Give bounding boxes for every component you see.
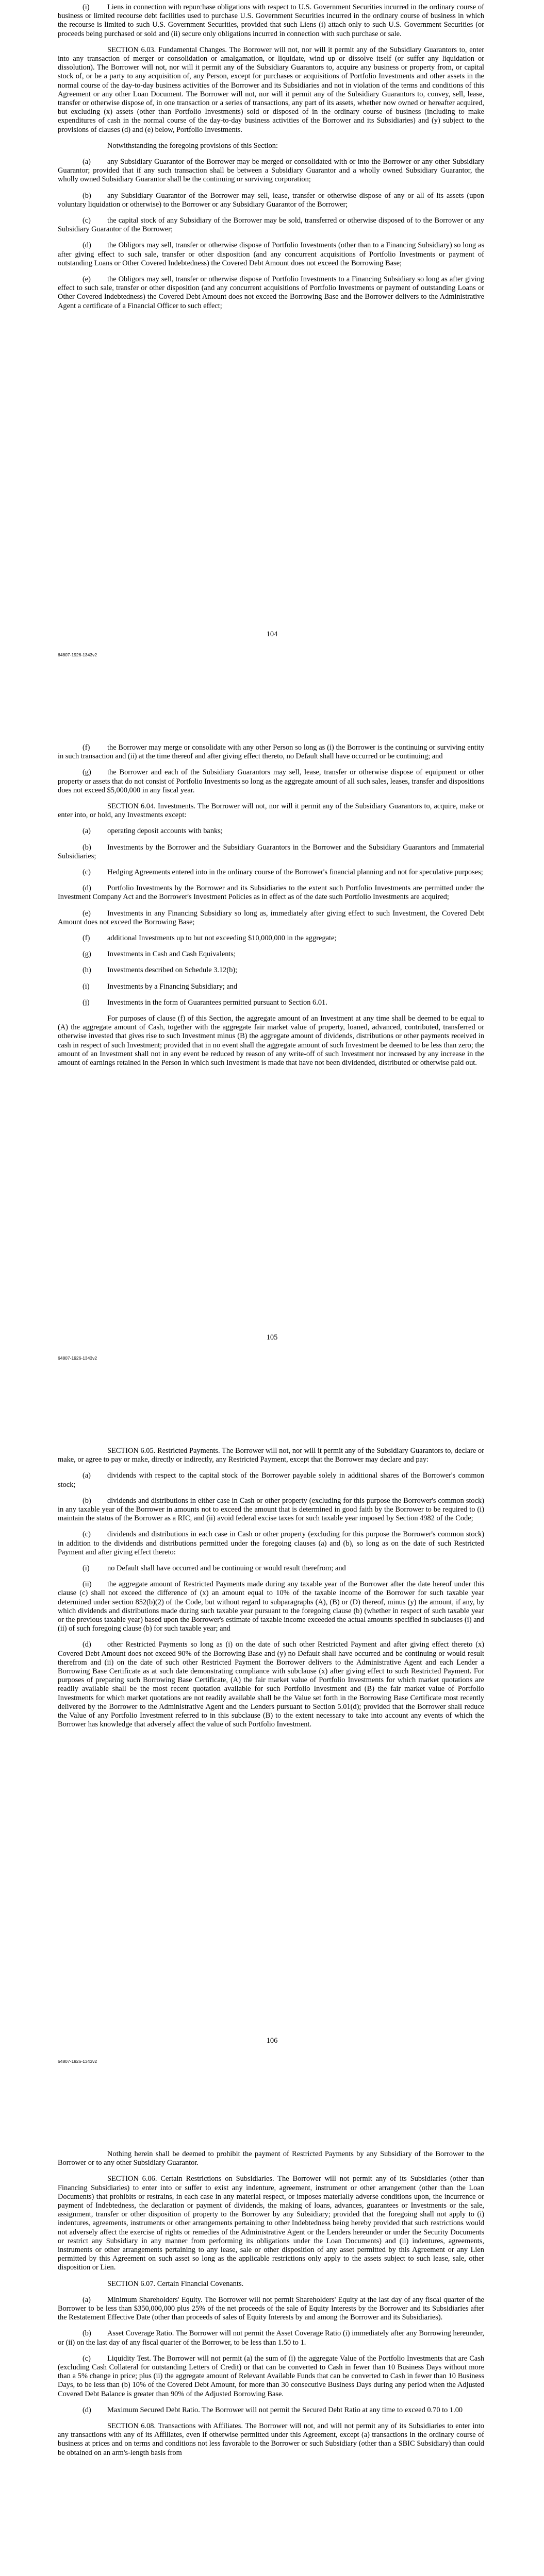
clause-e: (e) Investments in any Financing Subsidiary so long as, immediately after giving effect to such Investment, the Covered Debt Amount does not exceed the Borrowing Base; — [58, 909, 484, 926]
clause-g: (g) Investments in Cash and Cash Equivalents; — [83, 950, 236, 959]
section-6-07: SECTION 6.07. Certain Financial Covenants. — [107, 2279, 244, 2288]
page-body — [58, 743, 484, 1075]
page-number: 106 — [266, 2037, 278, 2045]
page-number: 105 — [266, 1333, 278, 1342]
clause-d: (d) other Restricted Payments so long as (i) on the date of such other Restricted Payment and after giving effect thereto (x) Covered Debt Amount does not exceed 90% of the Borrowing Base and (y) no Default shall have occurred and be continuing or would result therefrom and (ii) on the date of such other Restricted Payment the Borrower delivers to the Administrative Agent and each Lender a Borrowing Base Certificate as at such date demonstrating compliance with subclause (x) after giving effect to such Restricted Payment. For purposes of preparing such Borrowing Base Certificate, (A) the fair market value of Portfolio Investments for which market quotations are readily available shall be the most recent quotation available for such Portfolio Investment and (B) the fair market value of Portfolio Investments for which market quotations are not readily available shall be the Value set forth in the Borrowing Base Certificate most recently delivered by the Borrower to the Administrative Agent and the Lenders pursuant to Section 5.01(d); provided that the Borrower shall reduce the Value of any Portfolio Investment referred to in this subclause (B) to the extent necessary to take into account any events of which the Borrower has knowledge that adversely affect the value of such Portfolio Investment. — [58, 1640, 484, 1729]
page-number: 104 — [266, 630, 278, 638]
clause-f: (f) additional Investments up to but not exceeding $10,000,000 in the aggregate; — [83, 934, 337, 943]
clause-j: (j) Investments in the form of Guarantees permitted pursuant to Section 6.01. — [83, 998, 327, 1007]
page-105 — [0, 703, 544, 1406]
subclause-i: (i) no Default shall have occurred and be continuing or would result therefrom; and — [83, 1564, 346, 1573]
clause-e: (e) the Obligors may sell, transfer or otherwise dispose of Portfolio Investments to a Financing Subsidiary so long as after giving effect to such sale, transfer or other disposition (and any concurrent acquisitions of Portfolio Investments or payment of outstanding Loans or Other Covered Indebtedness) the Covered Debt Amount does not exceed the Borrowing Base and the Borrower delivers to the Administrative Agent a certificate of a Financial Officer to such effect; — [58, 275, 484, 310]
document-id: 64807-1926-1343v2 — [58, 652, 97, 657]
section-6-06: SECTION 6.06. Certain Restrictions on Subsidiaries. The Borrower will not permit any of its Subsidiaries (other than Financing Subsidiaries) to enter into or suffer to exist any indenture, agreement, instrument or other arrangement (other than the Loan Documents) that prohibits or restrains, in each case in any material respect, or imposes materially adverse conditions upon, the incurrence or payment of Indebtedness, the declaration or payment of dividends, the making of loans, advances, guarantees or Investments or the sale, assignment, transfer or other disposition of property to the Borrower by any Subsidiary; provided that the foregoing shall not apply to (i) indentures, agreements, instruments or other arrangements pertaining to other Indebtedness being hereby provided that such restrictions would not adversely affect the exercise of rights or remedies of the Administrative Agent or the Lenders hereunder or under the Security Documents or restrict any Subsidiary in any manner from performing its obligations under the Loan Documents) and (ii) indentures, agreements, instruments or other arrangements pertaining to any lease, sale or other disposition of any asset permitted by this Agreement or any Lien permitted by this Agreement on such asset so long as the applicable restrictions only apply to the assets subject to such lease, sale, other disposition or Lien. — [58, 2175, 484, 2272]
section-6-03: SECTION 6.03. Fundamental Changes. The Borrower will not, nor will it permit any of the Subsidiary Guarantors to, enter into any transaction of merger or consolidation or amalgamation, or liquidate, wind up or dissolve itself (or suffer any liquidation or dissolution). The Borrower will not, nor will it permit any of the Subsidiary Guarantors to, acquire any business or property from, or capital stock of, or be a party to any acquisition of, any Person, except for purchases or acquisitions of Portfolio Investments and other assets in the normal course of the day-to-day business activities of the Borrower and its Subsidiaries and not in violation of the terms and conditions of this Agreement or any other Loan Document. The Borrower will not, nor will it permit any of the Subsidiary Guarantors to, convey, sell, lease, transfer or otherwise dispose of, in one transaction or a series of transactions, any part of its assets, whether now owned or hereafter acquired, but excluding (x) assets (other than Portfolio Investments) sold or disposed of in the ordinary course of business (including to make expenditures of cash in the normal course of the day-to-day business activities of the Borrower and its Subsidiaries) and (y) subject to the provisions of clauses (d) and (e) below, Portfolio Investments. — [58, 45, 484, 134]
clause-a: (a) dividends with respect to the capital stock of the Borrower payable solely in additional shares of the Borrower's common stock; — [58, 1471, 484, 1489]
clause-h: (h) Investments described on Schedule 3.12(b); — [83, 966, 238, 975]
clause-g: (g) the Borrower and each of the Subsidiary Guarantors may sell, lease, transfer or otherwise dispose of equipment or other property or assets that do not consist of Portfolio Investments so long as the aggregate amount of all such sales, leases, transfer and dispositions does not exceed $5,000,000 in any fiscal year. — [58, 768, 484, 794]
page-body — [58, 3, 484, 318]
document-id: 64807-1926-1343v2 — [58, 1355, 97, 1361]
page-106 — [0, 1406, 544, 2110]
page-107 — [0, 2110, 544, 2576]
investment-measurement-paragraph: For purposes of clause (f) of this Section, the aggregate amount of an Investment at any time shall be deemed to be equal to (A) the aggregate amount of Cash, together with the aggregate fair market value of property, loaned, advanced, contributed, transferred or otherwise invested that gives rise to such Investment minus (B) the aggregate amount of dividends, distributions or other payments received in cash in respect of such Investment; provided that in no event shall the aggregate amount of such Investment be deemed to be less than zero; the amount of an Investment shall not in any event be reduced by reason of any write-off of such Investment nor increased by any increase in the amount of earnings retained in the Person in which such Investment is made that have not been dividended, distributed or otherwise paid out. — [58, 1014, 484, 1067]
page-104 — [0, 0, 544, 703]
section-6-05: SECTION 6.05. Restricted Payments. The Borrower will not, nor will it permit any of the Subsidiary Guarantors to, declare or make, or agree to pay or make, directly or indirectly, any Restricted Payment, except that the Borrower may declare and pay: — [58, 1447, 484, 1464]
page-body — [58, 2150, 484, 2465]
clause-b: (b) dividends and distributions in either case in Cash or other property (excluding for this purpose the Borrower's common stock) in any taxable year of the Borrower in amounts not to exceed the amount that is determined in good faith by the Borrower to be required to (i) maintain the status of the Borrower as a RIC, and (ii) avoid federal excise taxes for such taxable year imposed by Section 4982 of the Code; — [58, 1496, 484, 1523]
clause-d: (d) Portfolio Investments by the Borrower and its Subsidiaries to the extent such Portfolio Investments are permitted under the Investment Company Act and the Borrower's Investment Policies as in effect as of the date such Portfolio Investments are acquired; — [58, 884, 484, 902]
clause-a: (a) Minimum Shareholders' Equity. The Borrower will not permit Shareholders' Equity at the last day of any fiscal quarter of the Borrower to be less than $350,000,000 plus 25% of the net proceeds of the sale of Equity Interests by the Borrower and its Subsidiaries after the Restatement Effective Date (other than proceeds of sales of Equity Interests by and among the Borrower and its Subsidiaries). — [58, 2295, 484, 2322]
page-body — [58, 1447, 484, 1736]
clause-i: (i) Investments by a Financing Subsidiary; and — [83, 982, 238, 991]
subclause-ii: (ii) the aggregate amount of Restricted Payments made during any taxable year of the Borrower after the date hereof under this clause (c) shall not exceed the difference of (x) an amount equal to 10% of the taxable income of the Borrower for such taxable year determined under section 852(b)(2) of the Code, but without regard to subparagraphs (A), (B) or (D) thereof, minus (y) the amount, if any, by which dividends and distributions made during such taxable year pursuant to the foregoing clause (b) (whether in respect of such taxable year or the previous taxable year) based upon the Borrower's estimate of taxable income exceeded the actual amounts specified in subclauses (i) and (ii) of such foregoing clause (b) for such taxable year; and — [58, 1580, 484, 1633]
clause-a: (a) any Subsidiary Guarantor of the Borrower may be merged or consolidated with or into the Borrower or any other Subsidiary Guarantor; provided that if any such transaction shall be between a Subsidiary Guarantor and a wholly owned Subsidiary Guarantor, the wholly owned Subsidiary Guarantor shall be the continuing or surviving corporation; — [58, 158, 484, 184]
clause-i: (i) Liens in connection with repurchase obligations with respect to U.S. Government Securities incurred in the ordinary course of business or limited recourse debt facilities used to purchase U.S. Government Securities incurred in the ordinary course of business in which the recourse is limited to such U.S. Government Securities, provided that such Liens (i) attach only to such U.S. Government Securities (or proceeds being purchased or sold and (ii) secure only obligations incurred in connection with such purchase or sale. — [58, 3, 484, 38]
clause-b: (b) any Subsidiary Guarantor of the Borrower may sell, lease, transfer or otherwise dispose of any or all of its assets (upon voluntary liquidation or otherwise) to the Borrower or any Subsidiary Guarantor of the Borrower; — [58, 191, 484, 209]
clause-c: (c) the capital stock of any Subsidiary of the Borrower may be sold, transferred or otherwise disposed of to the Borrower or any Subsidiary Guarantor of the Borrower; — [58, 216, 484, 234]
notwithstanding-paragraph: Notwithstanding the foregoing provisions of this Section: — [107, 141, 278, 150]
clause-c: (c) Liquidity Test. The Borrower will not permit (a) the sum of (i) the aggregate Value of the Portfolio Investments that are Cash (excluding Cash Collateral for outstanding Letters of Credit) or that can be converted to Cash in fewer than 10 Business Days without more than a 5% change in price; plus (ii) the aggregate amount of Relevant Available Funds that can be converted to Cash in fewer than 10 Business Days, to be less than (b) 10% of the Covered Debt Amount, for more than 30 consecutive Business Days during any period when the Adjusted Covered Debt Balance is greater than 90% of the Adjusted Borrowing Base. — [58, 2354, 484, 2398]
clause-d: (d) the Obligors may sell, transfer or otherwise dispose of Portfolio Investments (other than to a Financing Subsidiary) so long as after giving effect to such sale, transfer or other disposition (and any concurrent acquisitions of Portfolio Investments or payment of outstanding Loans or Other Covered Indebtedness) the Covered Debt Amount does not exceed the Borrowing Base; — [58, 241, 484, 267]
clause-b: (b) Asset Coverage Ratio. The Borrower will not permit the Asset Coverage Ratio (i) immediately after any Borrowing hereunder, or (ii) on the last day of any fiscal quarter of the Borrower, to be less than 1.50 to 1. — [58, 2329, 484, 2347]
nothing-herein-paragraph: Nothing herein shall be deemed to prohibit the payment of Restricted Payments by any Subsidiary of the Borrower to the Borrower or to any other Subsidiary Guarantor. — [58, 2150, 484, 2167]
section-6-08: SECTION 6.08. Transactions with Affiliates. The Borrower will not, and will not permit any of its Subsidiaries to enter into any transactions with any of its Affiliates, even if otherwise permitted under this Agreement, except (a) transactions in the ordinary course of business at prices and on terms and conditions not less favorable to the Borrower or such Subsidiary (other than a SBIC Subsidiary) than could be obtained on an arm's-length basis from — [58, 2422, 484, 2457]
clause-d: (d) Maximum Secured Debt Ratio. The Borrower will not permit the Secured Debt Ratio at any time to exceed 0.70 to 1.00 — [83, 2405, 463, 2414]
clause-c: (c) dividends and distributions in each case in Cash or other property (excluding for this purpose the Borrower's common stock) in addition to the dividends and distributions permitted under the foregoing clauses (a) and (b), so long as on the date of such Restricted Payment and after giving effect thereto: — [58, 1530, 484, 1556]
clause-f: (f) the Borrower may merge or consolidate with any other Person so long as (i) the Borrower is the continuing or surviving entity in such transaction and (ii) at the time thereof and after giving effect thereto, no Default shall have occurred or be continuing; and — [58, 743, 484, 761]
clause-a: (a) operating deposit accounts with banks; — [83, 827, 223, 836]
document-id: 64807-1926-1343v2 — [58, 2059, 97, 2064]
clause-b: (b) Investments by the Borrower and the Subsidiary Guarantors in the Borrower and the Subsidiary Guarantors and Immaterial Subsidiaries; — [58, 843, 484, 860]
clause-c: (c) Hedging Agreements entered into in the ordinary course of the Borrower's financial planning and not for speculative purposes; — [83, 868, 483, 877]
section-6-04: SECTION 6.04. Investments. The Borrower will not, nor will it permit any of the Subsidiary Guarantors to, acquire, make or enter into, or hold, any Investments except: — [58, 802, 484, 820]
